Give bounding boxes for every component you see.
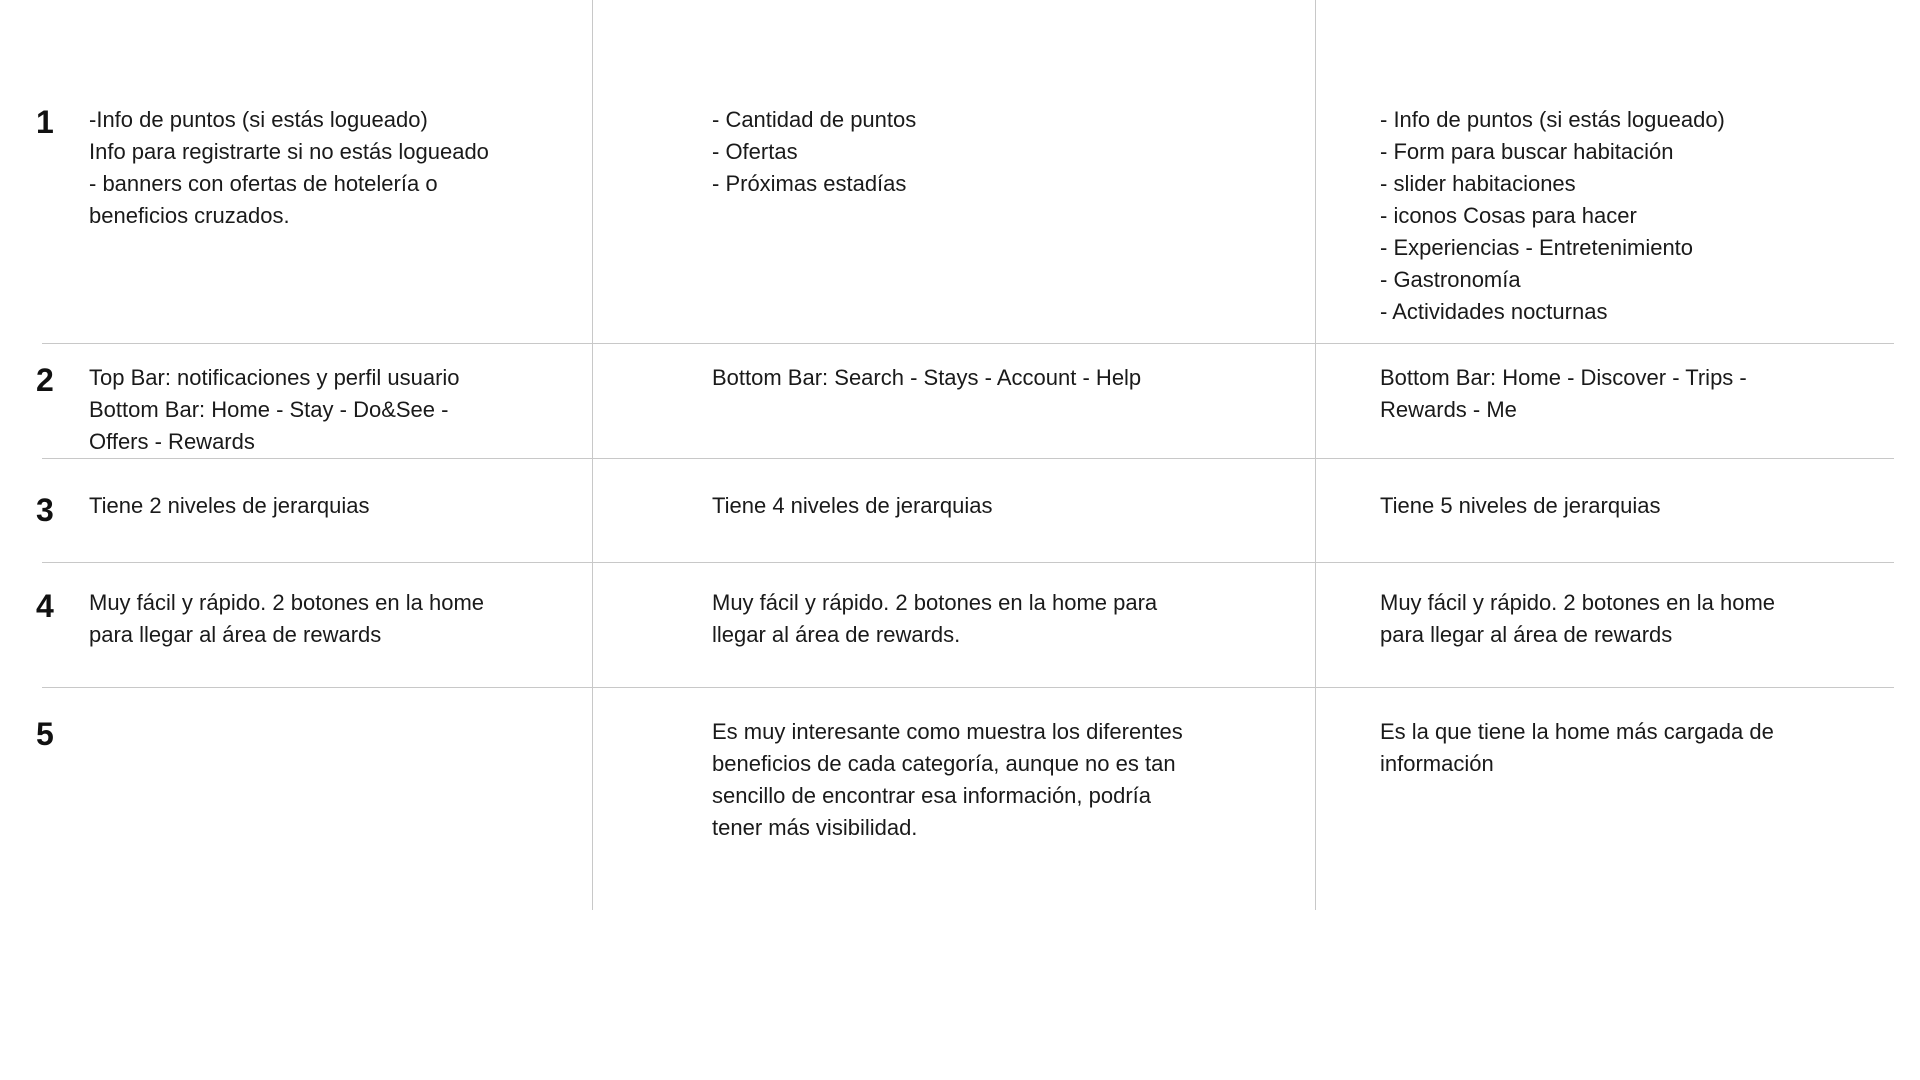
row-2-col-3-cell: [1380, 362, 1900, 426]
text-line: - Gastronomía: [1380, 267, 1521, 292]
text-line: - Ofertas: [712, 139, 798, 164]
row-3-col-2-cell: [712, 490, 1302, 522]
text-line: Bottom Bar: Search - Stays - Account - Help: [712, 365, 1142, 390]
text-line: sencillo de encontrar esa información, podría: [712, 783, 1152, 808]
row-divider-2: [42, 458, 1894, 459]
text-line: Offers - Rewards: [89, 429, 255, 454]
row-number-1: 1: [36, 104, 54, 140]
row-5-col-2-cell: [712, 716, 1302, 844]
text-line: Tiene 2 niveles de jerarquias: [89, 493, 370, 518]
text-line: Muy fácil y rápido. 2 botones en la home: [89, 590, 485, 615]
row-number-3: 3: [36, 492, 54, 528]
row-3-col-3-cell: [1380, 490, 1900, 522]
text-line: Tiene 4 niveles de jerarquias: [712, 493, 993, 518]
row-divider-3: [42, 562, 1894, 563]
text-line: Es muy interesante como muestra los diferentes: [712, 719, 1183, 744]
text-line: Muy fácil y rápido. 2 botones en la home para: [712, 590, 1158, 615]
text-line: beneficios de cada categoría, aunque no es tan: [712, 751, 1176, 776]
row-4-col-3-cell: [1380, 587, 1900, 651]
text-line: - slider habitaciones: [1380, 171, 1576, 196]
text-line: Bottom Bar: Home - Stay - Do&See -: [89, 397, 449, 422]
row-1-col-1-cell: [89, 104, 579, 232]
text-line: - Actividades nocturnas: [1380, 299, 1608, 324]
text-line: Tiene 5 niveles de jerarquias: [1380, 493, 1661, 518]
row-divider-4: [42, 687, 1894, 688]
text-line: Top Bar: notificaciones y perfil usuario: [89, 365, 460, 390]
text-line: - Form para buscar habitación: [1380, 139, 1674, 164]
row-1-col-3-cell: [1380, 104, 1900, 328]
column-divider-2: [1315, 0, 1316, 910]
row-1-col-2-cell: [712, 104, 1302, 200]
row-2-col-1-cell: [89, 362, 579, 458]
text-line: - Info de puntos (si estás logueado): [1380, 107, 1725, 132]
column-divider-1: [592, 0, 593, 910]
text-line: Rewards - Me: [1380, 397, 1517, 422]
text-line: para llegar al área de rewards: [89, 622, 382, 647]
text-line: -Info de puntos (si estás logueado): [89, 107, 428, 132]
text-line: - Próximas estadías: [712, 171, 907, 196]
text-line: Es la que tiene la home más cargada de: [1380, 719, 1774, 744]
text-line: - Experiencias - Entretenimiento: [1380, 235, 1694, 260]
row-number-2: 2: [36, 362, 54, 398]
text-line: tener más visibilidad.: [712, 815, 918, 840]
row-4-col-1-cell: [89, 587, 579, 651]
row-number-4: 4: [36, 588, 54, 624]
text-line: para llegar al área de rewards: [1380, 622, 1673, 647]
text-line: - banners con ofertas de hotelería o: [89, 171, 438, 196]
row-5-col-3-cell: [1380, 716, 1900, 780]
text-line: - iconos Cosas para hacer: [1380, 203, 1637, 228]
row-4-col-2-cell: [712, 587, 1302, 651]
text-line: Bottom Bar: Home - Discover - Trips -: [1380, 365, 1747, 390]
text-line: Muy fácil y rápido. 2 botones en la home: [1380, 590, 1776, 615]
row-3-col-1-cell: [89, 490, 579, 522]
text-line: Info para registrarte si no estás logueado: [89, 139, 489, 164]
text-line: beneficios cruzados.: [89, 203, 290, 228]
text-line: - Cantidad de puntos: [712, 107, 917, 132]
row-2-col-2-cell: [712, 362, 1302, 394]
row-divider-1: [42, 343, 1894, 344]
text-line: información: [1380, 751, 1494, 776]
row-number-5: 5: [36, 716, 54, 752]
text-line: llegar al área de rewards.: [712, 622, 961, 647]
